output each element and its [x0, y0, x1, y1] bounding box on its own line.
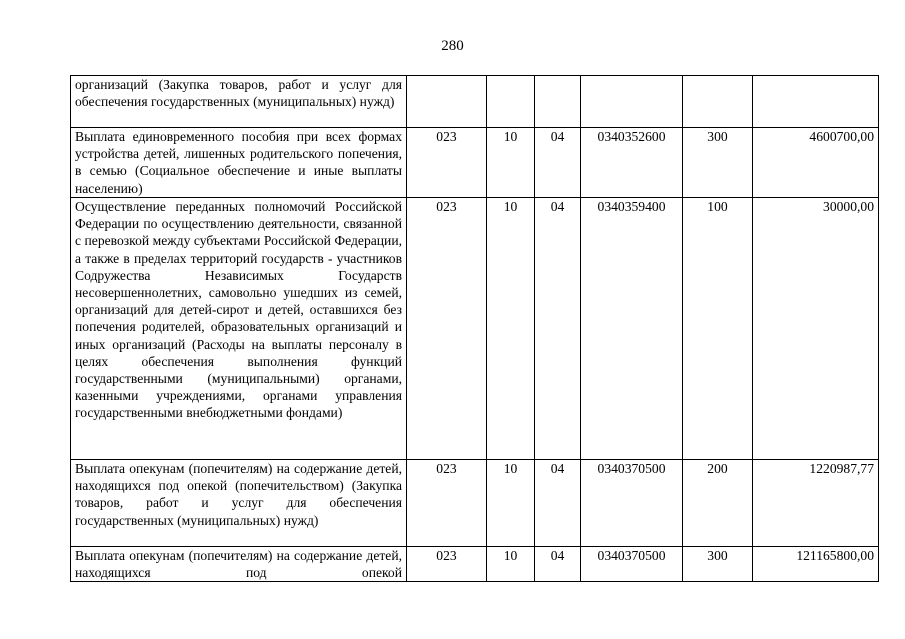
table-row — [71, 198, 879, 460]
row-amount: 4600700,00 — [753, 128, 879, 198]
row-description: Выплата опекунам (попечителям) на содержание детей, находящихся под опекой — [71, 547, 407, 582]
row-amount — [753, 76, 879, 128]
row-target-article: 0340352600 — [581, 128, 683, 198]
row-subsection-code: 04 — [535, 198, 581, 460]
page-number: 280 — [441, 38, 464, 54]
row-admin-code: 023 — [407, 128, 487, 198]
row-expense-type: 200 — [683, 460, 753, 547]
table-row — [71, 76, 879, 128]
row-admin-code: 023 — [407, 547, 487, 582]
table-row — [71, 547, 879, 582]
row-admin-code: 023 — [407, 198, 487, 460]
row-expense-type: 300 — [683, 547, 753, 582]
row-subsection-code: 04 — [535, 547, 581, 582]
row-section-code: 10 — [487, 460, 535, 547]
row-target-article: 0340370500 — [581, 547, 683, 582]
row-target-article: 0340359400 — [581, 198, 683, 460]
row-description: Осуществление переданных полномочий Российской Федерации по осуществлению деятельности, связанной с перевозкой между субъектами Российской Федерации, а также в пределах территорий государств - участников Содружества Независимых Государств несовершеннолетних, самовольно ушедших из семей, организаций для детей-сирот и детей, оставшихся без попечения родителей, образовательных организаций и иных организаций (Расходы на выплаты персоналу в целях обеспечения выполнения функций государственными (муниципальными) органами, казенными учреждениями, органами управления государственными внебюджетными фондами) — [71, 198, 407, 460]
row-admin-code: 023 — [407, 460, 487, 547]
row-section-code: 10 — [487, 547, 535, 582]
row-subsection-code — [535, 76, 581, 128]
row-subsection-code: 04 — [535, 460, 581, 547]
row-amount: 1220987,77 — [753, 460, 879, 547]
row-section-code — [487, 76, 535, 128]
row-section-code: 10 — [487, 198, 535, 460]
row-amount: 30000,00 — [753, 198, 879, 460]
table-row — [71, 128, 879, 198]
row-target-article: 0340370500 — [581, 460, 683, 547]
row-section-code: 10 — [487, 128, 535, 198]
table-row — [71, 460, 879, 547]
row-amount: 121165800,00 — [753, 547, 879, 582]
row-subsection-code: 04 — [535, 128, 581, 198]
row-description: организаций (Закупка товаров, работ и услуг для обеспечения государственных (муниципальных) нужд) — [71, 76, 407, 128]
row-expense-type: 300 — [683, 128, 753, 198]
row-target-article — [581, 76, 683, 128]
row-description: Выплата единовременного пособия при всех формах устройства детей, лишенных родительского попечения, в семью (Социальное обеспечение и иные выплаты населению) — [71, 128, 407, 198]
budget-table — [70, 75, 879, 582]
row-expense-type — [683, 76, 753, 128]
row-description: Выплата опекунам (попечителям) на содержание детей, находящихся под опекой (попечительством) (Закупка товаров, работ и услуг для обеспечения государственных (муниципальных) нужд) — [71, 460, 407, 547]
row-admin-code — [407, 76, 487, 128]
row-expense-type: 100 — [683, 198, 753, 460]
